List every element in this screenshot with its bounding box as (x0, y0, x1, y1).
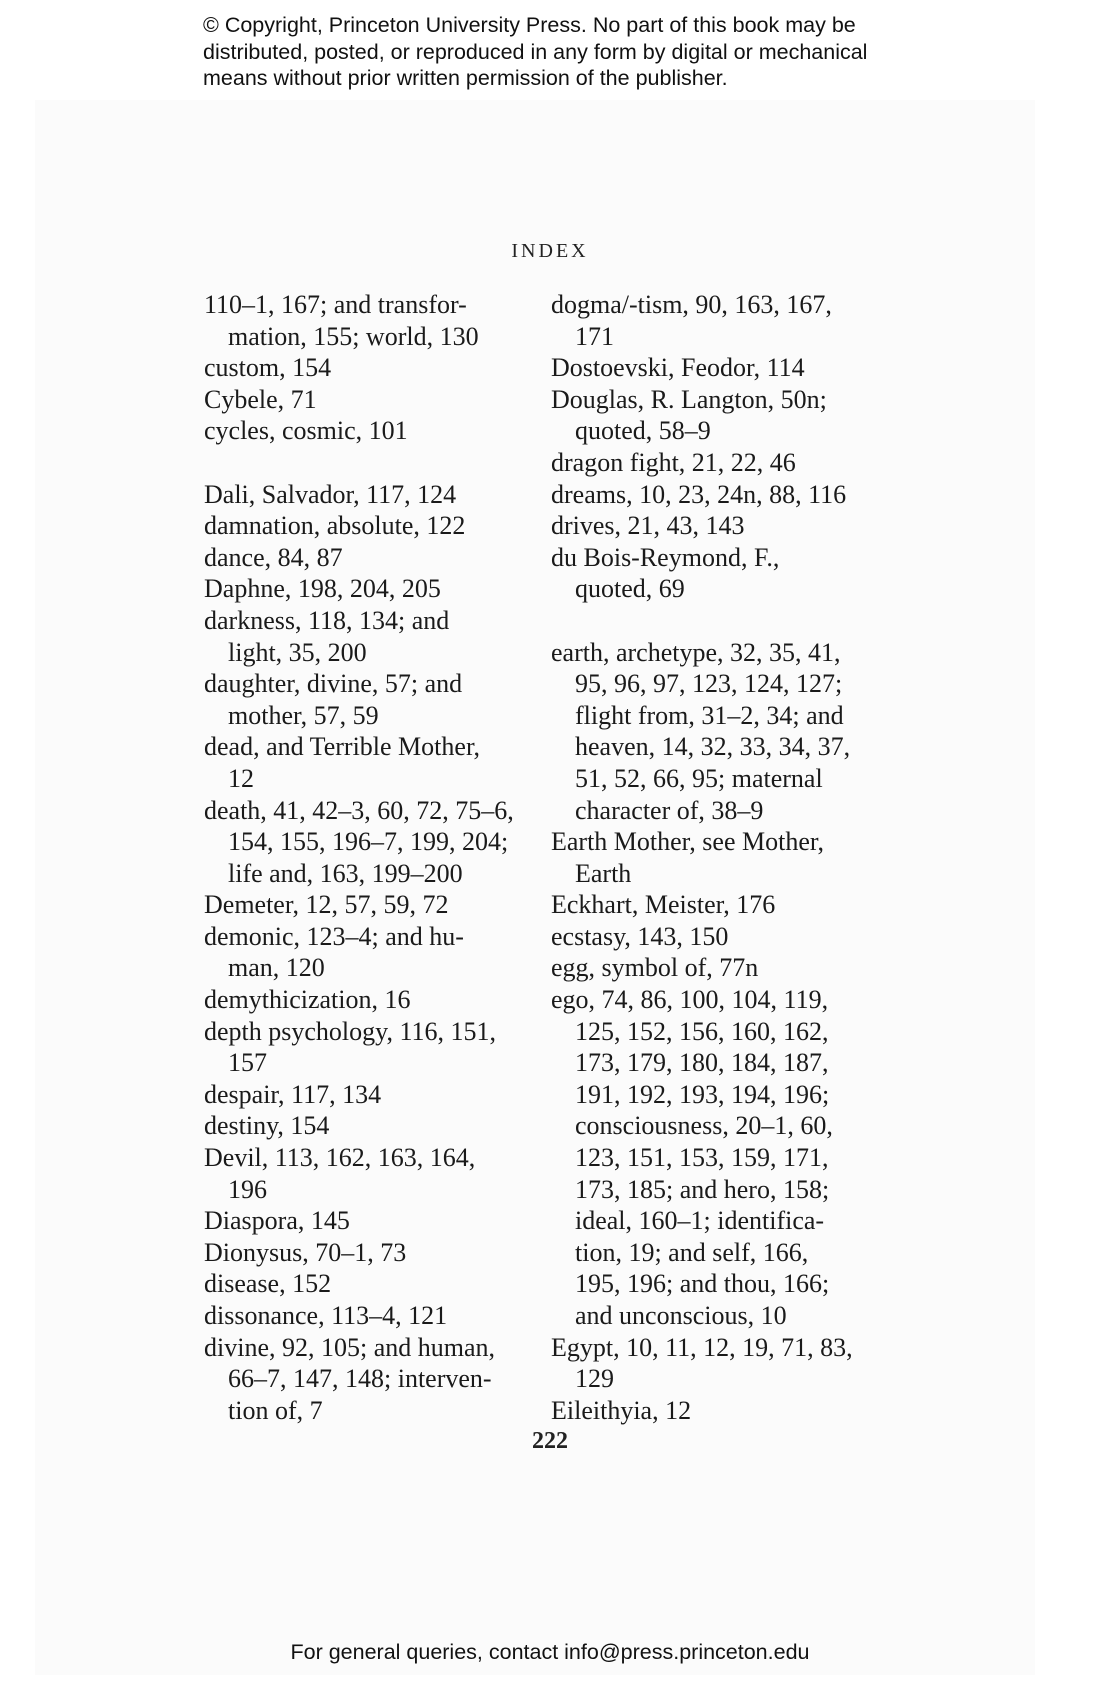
index-entry (551, 826, 891, 889)
index-entry-line: 66–7, 147, 148; interven- (228, 1364, 492, 1394)
index-entry-line: quoted, 69 (575, 574, 685, 604)
index-entry (204, 1237, 534, 1269)
index-entry-line: character of, 38–9 (575, 795, 764, 825)
index-column-right (551, 289, 891, 1426)
index-entry (551, 984, 891, 1332)
index-entry-line: life and, 163, 199–200 (228, 858, 463, 888)
index-entry-line: disease, 152 (204, 1269, 332, 1299)
index-entry (204, 289, 534, 352)
index-entry (204, 384, 534, 416)
index-entry-line: 195, 196; and thou, 166; (575, 1269, 830, 1299)
index-entry-line: ecstasy, 143, 150 (551, 921, 729, 951)
index-entry-line: dragon fight, 21, 22, 46 (551, 447, 796, 477)
index-entry (551, 352, 891, 384)
index-entry-line: 125, 152, 156, 160, 162, (575, 1016, 829, 1046)
index-entry (204, 1268, 534, 1300)
index-entry-line: flight from, 31–2, 34; and (575, 700, 844, 730)
index-entry-line: depth psychology, 116, 151, (204, 1016, 496, 1046)
index-entry-line: man, 120 (228, 953, 325, 983)
index-entry-line: and unconscious, 10 (575, 1301, 787, 1330)
index-entry (204, 1016, 534, 1079)
index-entry-line: Dostoevski, Feodor, 114 (551, 353, 805, 383)
index-entry (204, 1300, 534, 1332)
index-entry-line: 110–1, 167; and transfor- (204, 290, 467, 319)
index-entry-line: daughter, divine, 57; and (204, 669, 463, 699)
index-entry-line: Egypt, 10, 11, 12, 19, 71, 83, (551, 1332, 853, 1362)
index-entry-line: dance, 84, 87 (204, 542, 343, 572)
index-entry-line: 173, 185; and hero, 158; (575, 1174, 830, 1204)
index-entry (551, 952, 891, 984)
index-entry (204, 1332, 534, 1427)
index-entry-line: ego, 74, 86, 100, 104, 119, (551, 985, 829, 1015)
index-entry (204, 605, 534, 668)
page-number: 222 (532, 1428, 568, 1454)
index-entry-line: dead, and Terrible Mother, (204, 732, 481, 762)
index-entry-line: Dali, Salvador, 117, 124 (204, 479, 457, 509)
index-entry-line: Douglas, R. Langton, 50n; (551, 384, 827, 414)
index-entry (551, 447, 891, 479)
index-entry (551, 889, 891, 921)
index-entry (204, 510, 534, 542)
index-entry-line: darkness, 118, 134; and (204, 605, 450, 635)
index-entry-line: cycles, cosmic, 101 (204, 416, 408, 446)
index-entry (204, 731, 534, 794)
index-entry-line: 95, 96, 97, 123, 124, 127; (575, 669, 843, 699)
index-entry-line: ideal, 160–1; identifica- (575, 1206, 825, 1236)
index-entry-line: heaven, 14, 32, 33, 34, 37, (575, 732, 851, 762)
index-entry-line: 173, 179, 180, 184, 187, (575, 1048, 829, 1078)
index-entry-line: dissonance, 113–4, 121 (204, 1301, 448, 1330)
index-entry-line: 12 (228, 763, 254, 793)
index-column-left (204, 289, 534, 1426)
index-entry (204, 352, 534, 384)
index-entry-line: tion of, 7 (228, 1395, 323, 1425)
index-entry-line: dreams, 10, 23, 24n, 88, 116 (551, 479, 847, 509)
index-entry-line: 129 (575, 1364, 614, 1394)
page-heading: INDEX (511, 240, 589, 262)
copyright-line: means without prior written permission of the publisher. (203, 66, 728, 90)
index-entry (204, 1110, 534, 1142)
index-entry-line: dogma/-tism, 90, 163, 167, (551, 290, 832, 319)
index-entry (551, 510, 891, 542)
index-entry (551, 479, 891, 511)
index-entry-line: light, 35, 200 (228, 637, 367, 667)
index-entry (204, 984, 534, 1016)
index-entry-line: Dionysus, 70–1, 73 (204, 1237, 407, 1267)
copyright-line: distributed, posted, or reproduced in any form by digital or mechanical (203, 39, 868, 64)
index-entry-line: 157 (228, 1048, 267, 1078)
index-entry-line: egg, symbol of, 77n (551, 953, 759, 983)
index-entry (551, 637, 891, 827)
index-entry-line: death, 41, 42–3, 60, 72, 75–6, (204, 795, 514, 825)
index-entry-line: destiny, 154 (204, 1111, 330, 1141)
index-entry-line: mother, 57, 59 (228, 700, 379, 730)
index-entry-line: damnation, absolute, 122 (204, 511, 466, 541)
index-entry-line: demonic, 123–4; and hu- (204, 921, 464, 951)
copyright-line: © Copyright, Princeton University Press. No part of this book may be (203, 13, 856, 37)
index-entry-line: 154, 155, 196–7, 199, 204; (228, 827, 509, 857)
index-entry-line: Eckhart, Meister, 176 (551, 890, 776, 920)
index-entry (551, 1395, 891, 1427)
index-entry-line: custom, 154 (204, 353, 332, 383)
index-entry-line: du Bois-Reymond, F., (551, 542, 780, 572)
index-entry (551, 384, 891, 447)
copyright-notice (203, 12, 963, 92)
index-entry (204, 795, 534, 890)
index-entry (204, 573, 534, 605)
index-entry-line: 171 (575, 321, 614, 351)
index-entry-line: despair, 117, 134 (204, 1079, 382, 1109)
index-entry (204, 1205, 534, 1237)
footer-contact: For general queries, contact info@press.princeton.edu (290, 1640, 810, 1664)
index-entry (551, 1332, 891, 1395)
index-entry-line: divine, 92, 105; and human, (204, 1332, 496, 1362)
index-entry-line: Daphne, 198, 204, 205 (204, 574, 441, 604)
index-entry-line: Diaspora, 145 (204, 1206, 350, 1236)
index-entry (204, 1079, 534, 1111)
index-entry-line: Earth Mother, see Mother, (551, 827, 824, 857)
index-entry (204, 668, 534, 731)
index-entry (204, 415, 534, 447)
index-entry-line: Earth (575, 858, 632, 888)
index-entry-line: earth, archetype, 32, 35, 41, (551, 637, 841, 667)
index-entry (551, 921, 891, 953)
index-entry-line: Devil, 113, 162, 163, 164, (204, 1143, 476, 1173)
index-entry (551, 289, 891, 352)
index-entry-line: Eileithyia, 12 (551, 1395, 692, 1425)
index-entry-line: Cybele, 71 (204, 384, 317, 414)
index-entry-line: demythicization, 16 (204, 985, 411, 1015)
index-entry (551, 542, 891, 605)
index-entry-line: 191, 192, 193, 194, 196; (575, 1079, 830, 1109)
index-entry (204, 921, 534, 984)
index-entry-line: 196 (228, 1174, 267, 1204)
index-entry (204, 542, 534, 574)
index-entry-line: consciousness, 20–1, 60, (575, 1111, 833, 1141)
index-entry-line: mation, 155; world, 130 (228, 321, 479, 351)
index-entry-line: drives, 21, 43, 143 (551, 511, 745, 541)
index-entry (204, 889, 534, 921)
index-entry-line: tion, 19; and self, 166, (575, 1237, 809, 1267)
index-entry (204, 1142, 534, 1205)
index-entry (204, 479, 534, 511)
index-entry-line: Demeter, 12, 57, 59, 72 (204, 890, 449, 920)
index-entry-line: 51, 52, 66, 95; maternal (575, 763, 823, 793)
index-entry-line: quoted, 58–9 (575, 416, 711, 446)
index-entry-line: 123, 151, 153, 159, 171, (575, 1143, 829, 1173)
